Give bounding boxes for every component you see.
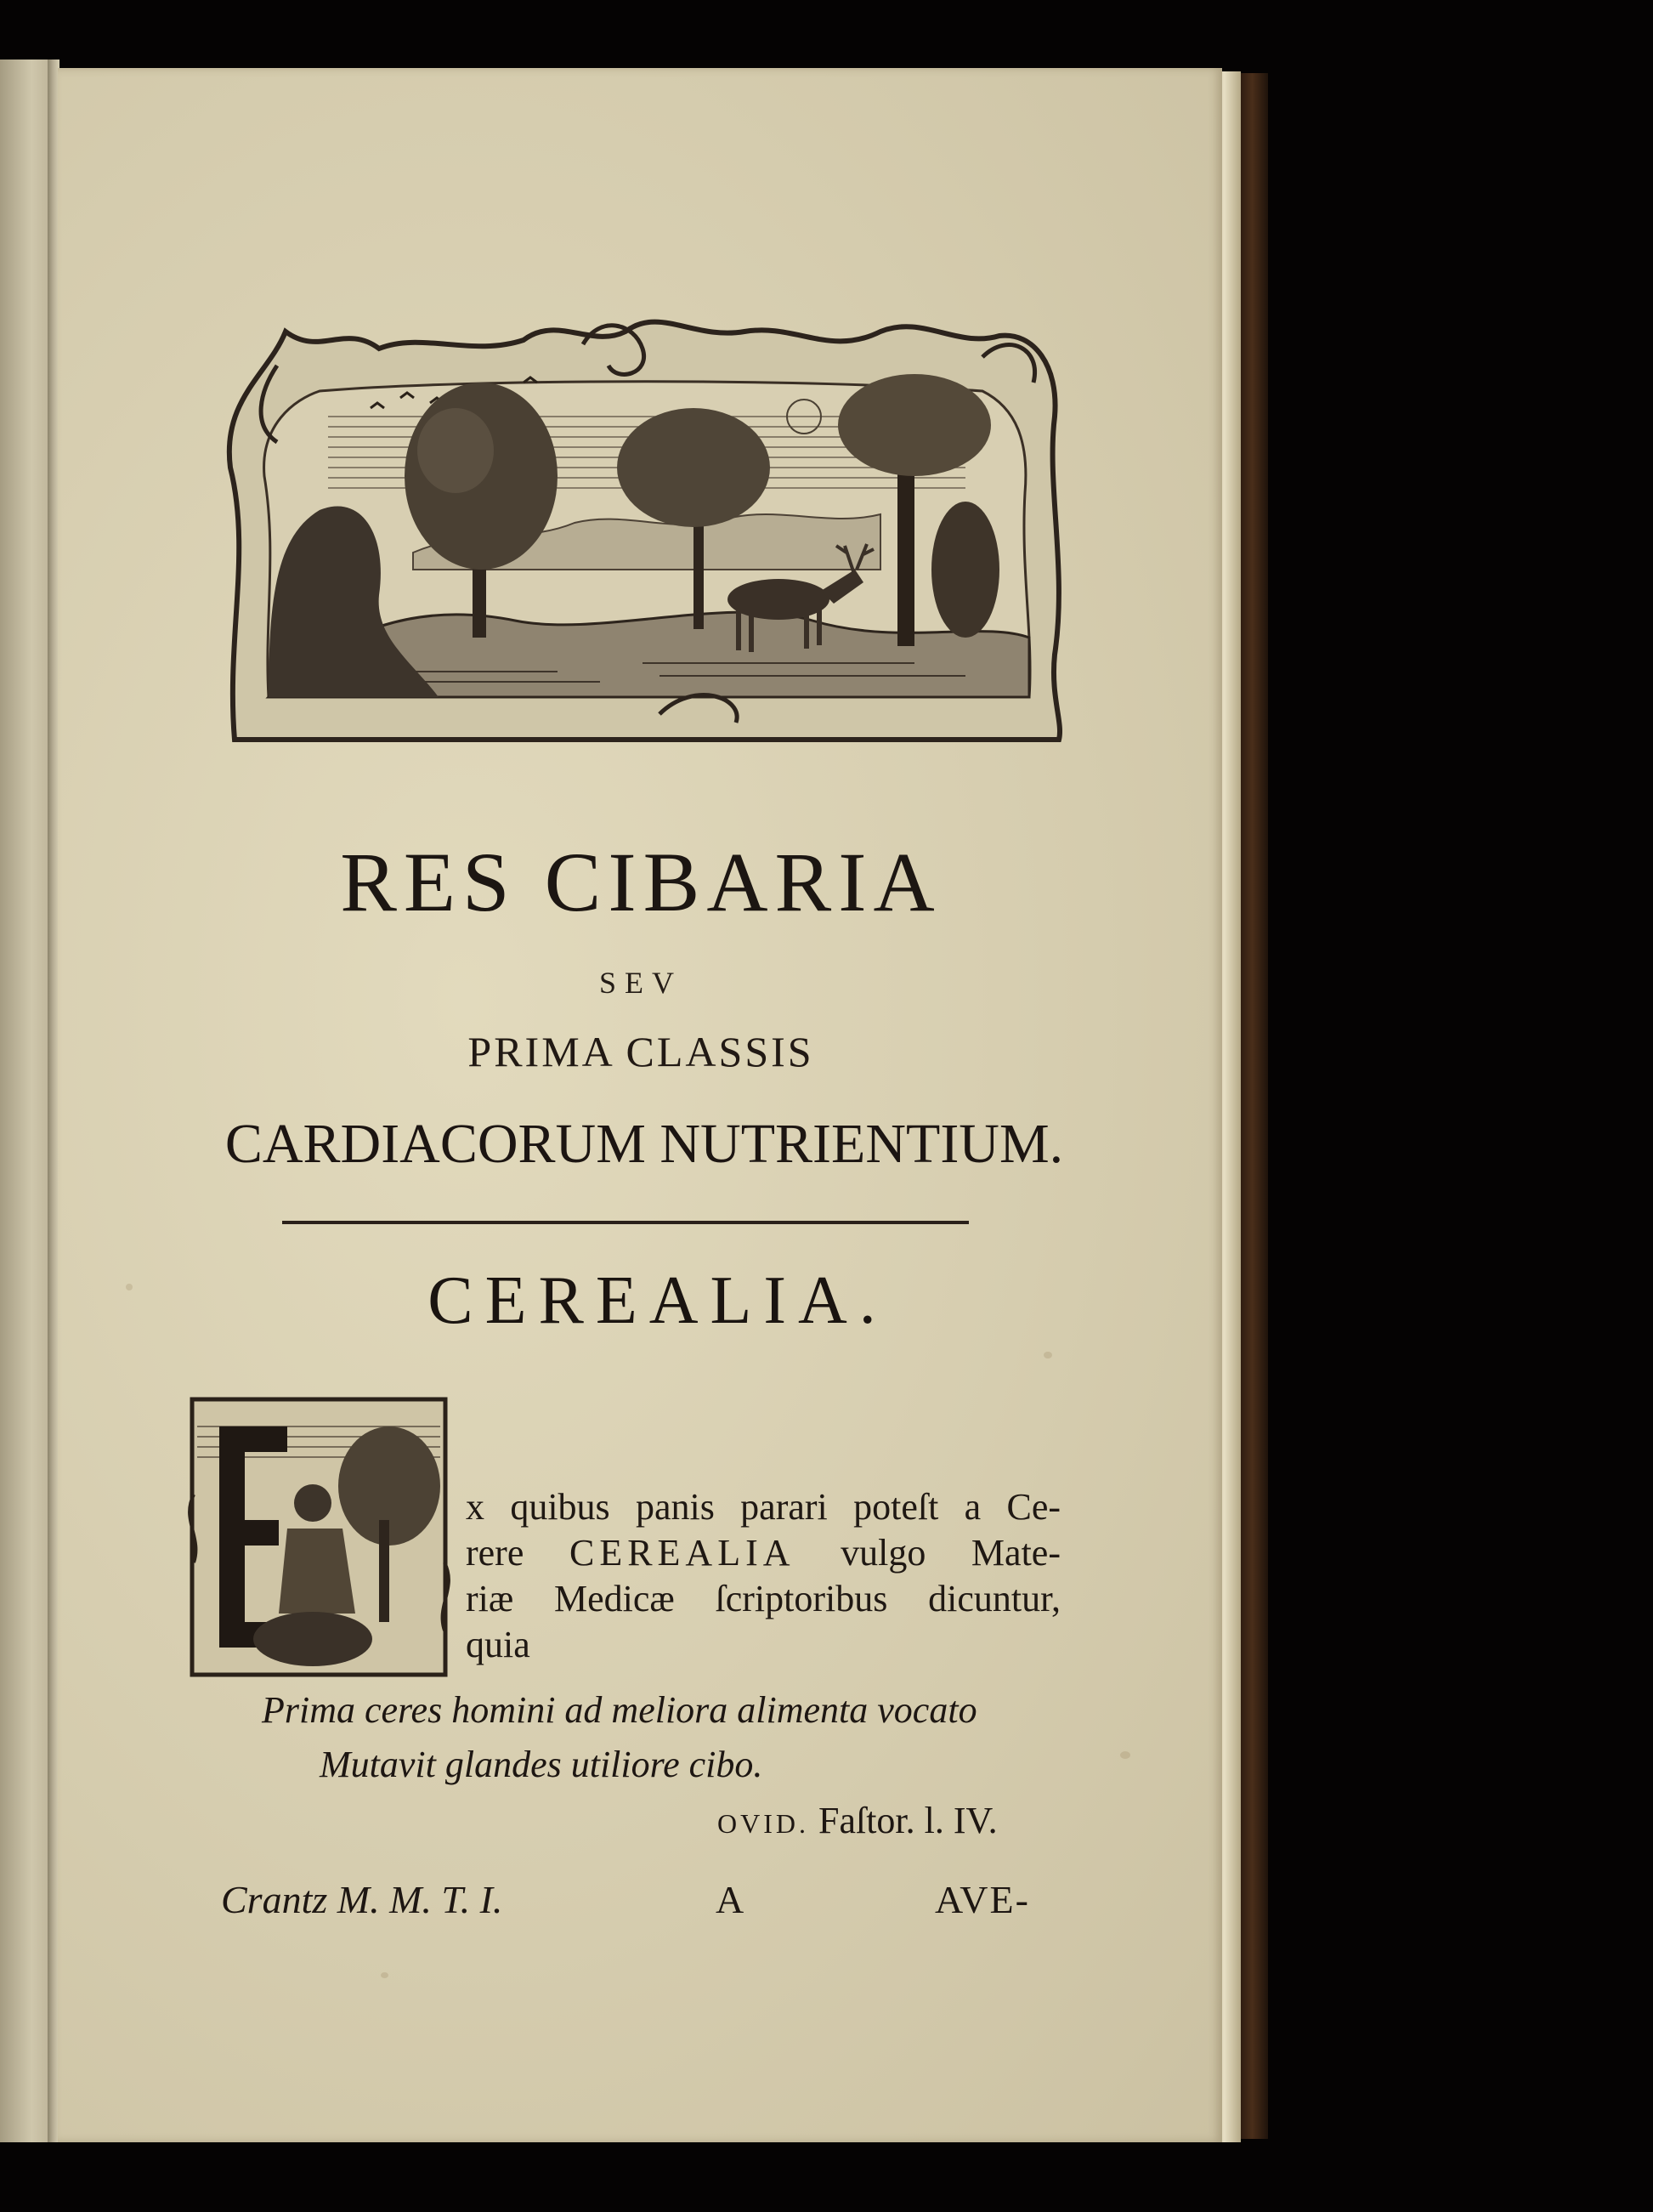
citation <box>717 1799 998 1842</box>
body-line: quia <box>466 1624 530 1665</box>
body-paragraph <box>466 1484 1061 1668</box>
engraved-landscape-vignette <box>218 298 1067 757</box>
landscape-engraving-image <box>218 298 1067 757</box>
decorated-initial-e <box>185 1392 452 1682</box>
title-connector: SEV <box>598 966 682 1000</box>
verse-line: Prima ceres homini ad meliora alimenta vocato <box>262 1689 977 1731</box>
body-line: rere CEREALIA vulgo Mate- <box>466 1532 1061 1574</box>
subtitle-second-line: CARDIACORUM NUTRIENTIUM. <box>224 1113 1064 1175</box>
signature-mark: A <box>716 1878 744 1921</box>
ornamental-initial-image <box>185 1392 452 1682</box>
running-footer: Crantz M. M. T. I. <box>221 1878 503 1921</box>
spaced-word: CEREALIA <box>569 1532 795 1574</box>
body-line: riæ Medicæ ſcriptoribus dicuntur, <box>466 1578 1061 1619</box>
catchword: AVE- <box>935 1878 1030 1921</box>
facing-page-edge <box>0 60 53 2142</box>
verse-line: Mutavit glandes utiliore cibo. <box>320 1744 763 1785</box>
book-page <box>58 68 1222 2142</box>
verse-quotation <box>262 1683 1027 1792</box>
page-title: RES CIBARIA <box>340 835 942 929</box>
citation-work: Faſtor. l. IV. <box>808 1800 998 1841</box>
citation-author: OVID. <box>717 1808 809 1839</box>
book-cover-edge <box>1239 73 1268 2139</box>
section-heading: CEREALIA. <box>427 1263 888 1338</box>
subtitle: PRIMA CLASSIS <box>467 1028 814 1075</box>
horizontal-rule <box>282 1221 969 1224</box>
body-line: x quibus panis parari poteſt a Ce- <box>466 1486 1061 1528</box>
